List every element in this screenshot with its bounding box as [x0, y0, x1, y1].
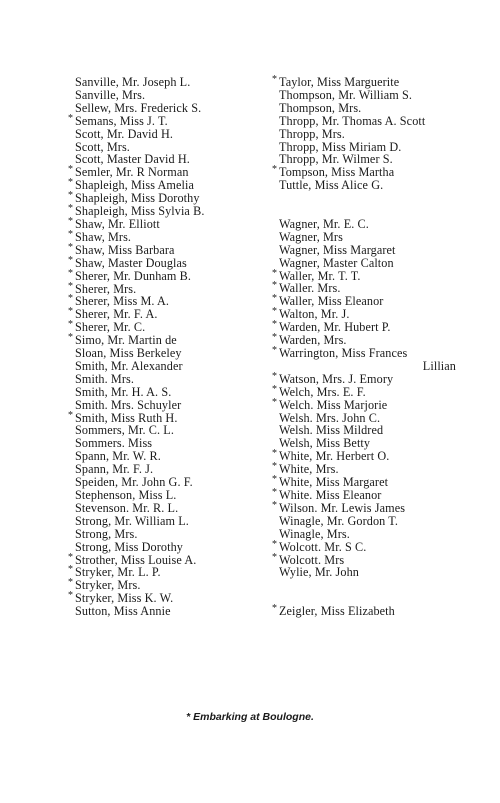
passenger-name: Warrington, Miss Frances: [279, 346, 408, 360]
blank-line: [272, 579, 472, 592]
boulogne-asterisk-marker: *: [272, 267, 278, 279]
passenger-name: Warden, Mr. Hubert P.: [279, 320, 391, 335]
passenger-name: Sanville, Mrs.: [75, 87, 146, 102]
passenger-name: Thompson, Mrs.: [279, 100, 362, 115]
passenger-name: Shaw, Mrs.: [75, 229, 132, 244]
blank-line: [272, 192, 472, 205]
passenger-name: Stephenson, Miss L.: [75, 488, 177, 502]
boulogne-asterisk-marker: *: [68, 241, 74, 253]
passenger-name: Wagner, Master Calton: [279, 255, 394, 270]
boulogne-asterisk-marker: *: [272, 448, 278, 460]
passenger-name: Sutton, Miss Annie: [75, 604, 171, 619]
passenger-name: Scott, Mr. David H.: [75, 126, 174, 141]
passenger-name: Wagner, Mr. E. C.: [279, 216, 369, 231]
boulogne-asterisk-marker: *: [272, 74, 278, 85]
boulogne-asterisk-marker: *: [68, 564, 74, 576]
passenger-name: Sellew, Mrs. Frederick S.: [75, 100, 202, 115]
passenger-name: Thropp, Miss Miriam D.: [279, 139, 402, 154]
passenger-name: Winagle, Mr. Gordon T.: [279, 513, 399, 528]
boulogne-asterisk-marker: *: [272, 319, 278, 331]
boulogne-asterisk-marker: *: [272, 332, 278, 344]
passenger-name: Winagle, Mrs.: [279, 526, 350, 541]
boulogne-asterisk-marker: *: [68, 190, 74, 202]
boulogne-asterisk-marker: *: [68, 577, 74, 589]
boulogne-asterisk-marker: *: [272, 164, 278, 176]
boulogne-asterisk-marker: *: [272, 293, 278, 305]
passenger-name: Spann, Mr. F. J.: [75, 462, 154, 477]
passenger-list-right-column: [272, 76, 472, 618]
boulogne-asterisk-marker: *: [272, 396, 278, 408]
passenger-name: Wylie, Mr. John: [279, 565, 359, 580]
boulogne-asterisk-marker: *: [68, 228, 74, 240]
passenger-name: Wolcott. Mrs: [279, 552, 345, 567]
boulogne-asterisk-marker: *: [68, 319, 74, 331]
passenger-name: Wagner, Mrs: [279, 229, 343, 244]
passenger-name: Smith, Miss Ruth H.: [75, 410, 178, 425]
boulogne-asterisk-marker: *: [68, 306, 74, 318]
passenger-name: Sherer, Miss M. A.: [75, 294, 170, 309]
passenger-name: Stryker, Mrs.: [75, 578, 141, 593]
boulogne-asterisk-marker: *: [68, 590, 74, 602]
passenger-name: Strong, Mr. William L.: [75, 513, 189, 528]
passenger-name: Thropp, Mr. Wilmer S.: [279, 152, 393, 167]
boulogne-asterisk-marker: *: [68, 112, 74, 124]
boulogne-asterisk-marker: *: [68, 332, 74, 344]
passenger-name: White. Miss Eleanor: [279, 487, 382, 502]
passenger-name: White, Mrs.: [279, 462, 339, 477]
boulogne-asterisk-marker: *: [68, 177, 74, 189]
footnote: * Embarking at Boulogne.: [186, 711, 314, 723]
passenger-name: Watson, Mrs. J. Emory: [279, 371, 394, 386]
passenger-name: Smith, Mr. H. A. S.: [75, 384, 172, 399]
boulogne-asterisk-marker: *: [68, 280, 74, 292]
passenger-name: Smith. Mrs. Schuyler: [75, 397, 182, 412]
boulogne-asterisk-marker: *: [272, 280, 278, 292]
passenger-name: Stryker, Miss K. W.: [75, 591, 174, 606]
passenger-name: Semler, Mr. R Norman: [75, 165, 189, 180]
passenger-name: Strother, Miss Louise A.: [75, 552, 197, 567]
passenger-name: Shapleigh, Miss Dorothy: [75, 191, 200, 206]
passenger-entry: [68, 605, 258, 618]
boulogne-asterisk-marker: *: [68, 267, 74, 279]
boulogne-asterisk-marker: *: [68, 215, 74, 227]
passenger-name: White, Mr. Herbert O.: [279, 449, 390, 464]
passenger-name: Tuttle, Miss Alice G.: [279, 178, 384, 193]
passenger-name: Sanville, Mr. Joseph L.: [75, 75, 191, 89]
passenger-name: Thropp, Mrs.: [279, 126, 345, 141]
passenger-name: Walton, Mr. J.: [279, 307, 350, 322]
boulogne-asterisk-marker: *: [68, 164, 74, 176]
passenger-name: Sommers, Mr. C. L.: [75, 423, 174, 438]
passenger-name: Stevenson. Mr. R. L.: [75, 500, 179, 515]
passenger-name: Tompson, Miss Martha: [279, 165, 395, 180]
passenger-name: Sommers. Miss: [75, 436, 153, 451]
passenger-name: Thompson, Mr. William S.: [279, 87, 413, 102]
passenger-name: Shapleigh, Miss Sylvia B.: [75, 204, 205, 219]
passenger-name: Wolcott. Mr. S C.: [279, 539, 367, 554]
boulogne-asterisk-marker: *: [272, 306, 278, 318]
passenger-name: Wagner, Miss Margaret: [279, 242, 396, 257]
passenger-name: Welsh, Miss Betty: [279, 436, 371, 451]
passenger-name: Sherer, Mr. F. A.: [75, 307, 158, 322]
boulogne-asterisk-marker: *: [272, 474, 278, 486]
passenger-name: Scott, Master David H.: [75, 152, 190, 167]
passenger-name: Stryker, Mr. L. P.: [75, 565, 161, 580]
passenger-name: Smith. Mrs.: [75, 371, 135, 386]
boulogne-asterisk-marker: *: [272, 603, 278, 615]
passenger-name: Scott, Mrs.: [75, 139, 130, 154]
passenger-name: Warden, Mrs.: [279, 333, 347, 348]
boulogne-asterisk-marker: *: [68, 254, 74, 266]
passenger-entry: [272, 566, 472, 579]
passenger-name: Strong, Mrs.: [75, 526, 138, 541]
passenger-name: Sherer, Mrs.: [75, 281, 137, 296]
boulogne-asterisk-marker: *: [272, 486, 278, 498]
passenger-name: Taylor, Miss Marguerite: [279, 75, 400, 89]
passenger-name: Shaw, Mr. Elliott: [75, 216, 160, 231]
passenger-name: Sloan, Miss Berkeley: [75, 346, 182, 361]
passenger-name: Smith, Mr. Alexander: [75, 358, 183, 373]
passenger-name: Lillian: [422, 358, 456, 373]
passenger-name: Waller, Miss Eleanor: [279, 294, 384, 309]
passenger-name: Simo, Mr. Martin de: [75, 333, 177, 348]
passenger-name: Strong, Miss Dorothy: [75, 539, 183, 554]
passenger-name: Shaw, Master Douglas: [75, 255, 187, 270]
passenger-entry: [272, 605, 472, 618]
boulogne-asterisk-marker: *: [272, 461, 278, 473]
boulogne-asterisk-marker: *: [272, 383, 278, 395]
passenger-name: Welsh. Miss Mildred: [279, 423, 384, 438]
passenger-name: Waller. Mrs.: [279, 281, 341, 296]
passenger-name: Waller, Mr. T. T.: [279, 268, 361, 283]
passenger-name: Thropp, Mr. Thomas A. Scott: [279, 113, 426, 128]
passenger-entry: [272, 179, 472, 192]
passenger-name: Welch. Miss Marjorie: [279, 397, 388, 412]
passenger-name: Shaw, Miss Barbara: [75, 242, 175, 257]
boulogne-asterisk-marker: *: [68, 203, 74, 215]
passenger-name: Semans, Miss J. T.: [75, 113, 168, 128]
boulogne-asterisk-marker: *: [68, 293, 74, 305]
boulogne-asterisk-marker: *: [272, 345, 278, 356]
passenger-name: Welch, Mrs. E. F.: [279, 384, 366, 399]
passenger-name: Wilson. Mr. Lewis James: [279, 500, 406, 515]
passenger-list-left-column: [68, 76, 258, 618]
passenger-name: Sherer, Mr. Dunham B.: [75, 268, 192, 283]
boulogne-asterisk-marker: *: [272, 538, 278, 550]
passenger-name: White, Miss Margaret: [279, 475, 389, 490]
boulogne-asterisk-marker: *: [68, 409, 74, 421]
boulogne-asterisk-marker: *: [272, 370, 278, 382]
boulogne-asterisk-marker: *: [68, 551, 74, 563]
passenger-name: Shapleigh, Miss Amelia: [75, 178, 194, 193]
passenger-name: Sherer, Mr. C.: [75, 320, 146, 335]
passenger-name: Zeigler, Miss Elizabeth: [279, 604, 395, 619]
passenger-name: Welsh. Mrs. John C.: [279, 410, 381, 425]
passenger-name: Speiden, Mr. John G. F.: [75, 475, 193, 490]
boulogne-asterisk-marker: *: [272, 499, 278, 511]
passenger-name: Spann, Mr. W. R.: [75, 449, 161, 464]
boulogne-asterisk-marker: *: [272, 551, 278, 563]
